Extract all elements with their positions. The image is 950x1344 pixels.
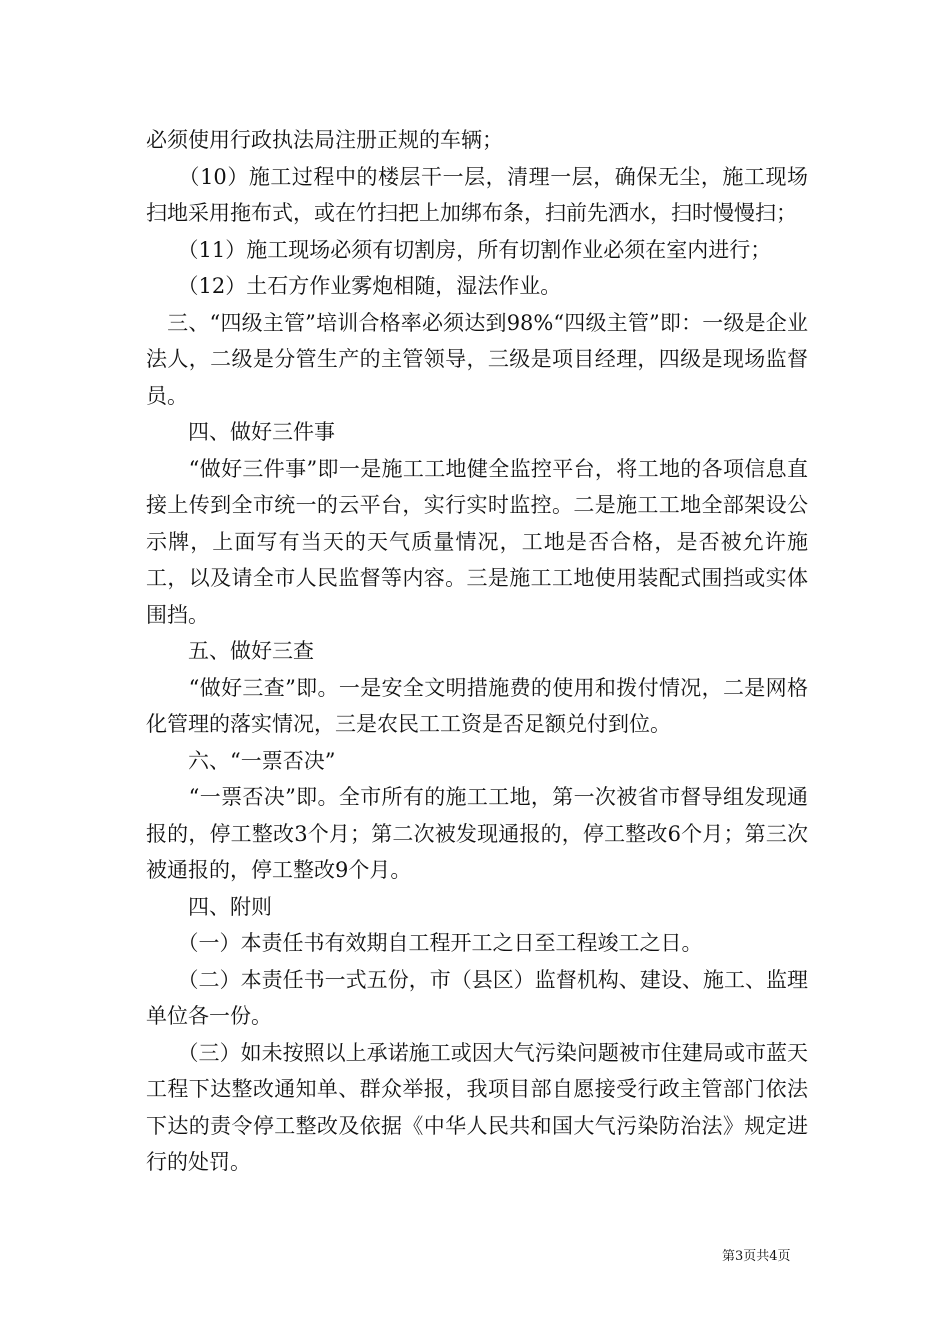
paragraph-three-checks: “做好三查”即。一是安全文明措施费的使用和拨付情况，二是网格化管理的落实情况，三是农民工工资是否足额兑付到位。 (146, 675, 808, 736)
paragraph-item-12: （12）土石方作业雾炮相随，湿法作业。 (146, 274, 562, 298)
heading-section-5: 五、做好三查 (146, 639, 314, 663)
heading-section-4: 四、做好三件事 (146, 420, 335, 444)
heading-section-6: 六、“一票否决” (146, 748, 336, 773)
paragraph-vehicle-registration: 必须使用行政执法局注册正规的车辆； (146, 128, 503, 152)
heading-appendix: 四、附则 (146, 894, 272, 919)
paragraph-item-10: （10）施工过程中的楼层干一层，清理一层，确保无尘，施工现场扫地采用拖布式，或在竹扫把上加绑布条，扫前先洒水，扫时慢慢扫； (146, 164, 808, 225)
page-number-footer: 第3页共4页 (722, 1249, 791, 1264)
paragraph-appendix-2: （二）本责任书一式五份，市（县区）监督机构、建设、施工、监理单位各一份。 (146, 967, 808, 1028)
paragraph-three-tasks: “做好三件事”即一是施工工地健全监控平台，将工地的各项信息直接上传到全市统一的云平台，实行实时监控。二是施工工地全部架设公示牌，上面写有当天的天气质量情况，工地是否合格，是否被允许施工，以及请全市人民监督等内容。三是施工工地使用装配式围挡或实体围挡。 (146, 456, 808, 627)
paragraph-appendix-3: （三）如未按照以上承诺施工或因大气污染问题被市住建局或市蓝天工程下达整改通知单、群众举报，我项目部自愿接受行政主管部门依法下达的责令停工整改及依据《中华人民共和国大气污染防治法》规定进行的处罚。 (146, 1040, 808, 1174)
paragraph-appendix-1: （一）本责任书有效期自工程开工之日至工程竣工之日。 (146, 931, 703, 955)
paragraph-item-11: （11）施工现场必须有切割房，所有切割作业必须在室内进行； (146, 237, 772, 262)
paragraph-section-3: 三、“四级主管”培训合格率必须达到98%“四级主管”即：一级是企业法人，二级是分管生产的主管领导，三级是项目经理，四级是现场监督员。 (146, 310, 808, 408)
paragraph-veto: “一票否决”即。全市所有的施工工地，第一次被省市督导组发现通报的，停工整改3个月；第二次被发现通报的，停工整改6个月；第三次被通报的，停工整改9个月。 (146, 785, 808, 882)
document-body (146, 122, 808, 1181)
